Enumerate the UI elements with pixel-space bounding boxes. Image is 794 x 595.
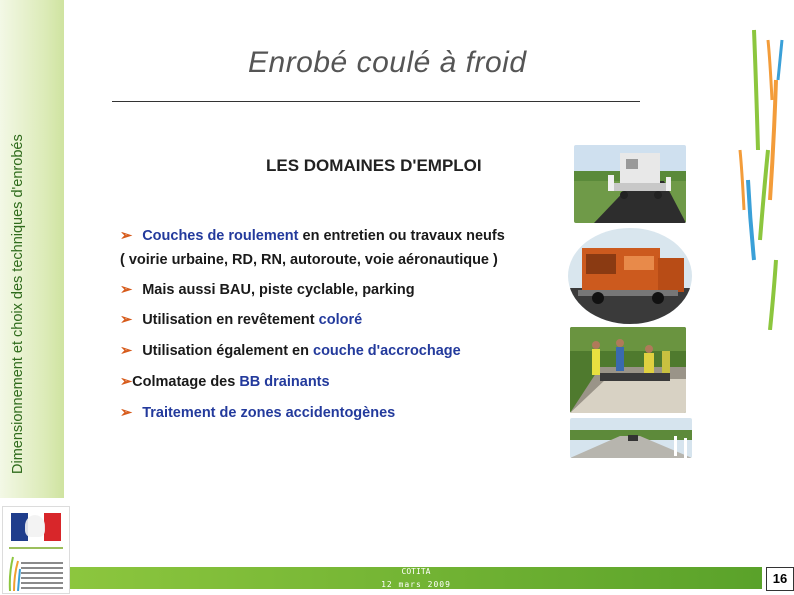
page-number: 16: [766, 567, 794, 591]
bullet-lead: Utilisation également en: [142, 343, 314, 359]
photo-orange-machine: [568, 228, 692, 324]
photo-workers-paving: [570, 327, 686, 413]
bullet-lead: Utilisation en revêtement: [142, 312, 319, 328]
arrow-bullet-icon: ➢: [120, 405, 133, 421]
arrow-bullet-icon: ➢: [120, 282, 133, 298]
bullet-text: ( voirie urbaine, RD, RN, autoroute, voie aéronautique ): [120, 252, 498, 268]
footer-bar: [70, 567, 762, 589]
photo-paving-machine-road: [574, 145, 686, 223]
bullet-highlight: couche d'accrochage: [313, 343, 461, 359]
decorative-stripes-icon: [734, 0, 794, 330]
bullet-accrochage: [120, 343, 461, 359]
slide-title: Enrobé coulé à froid: [248, 46, 527, 79]
bullet-bb-drainants: [120, 374, 330, 390]
section-heading: LES DOMAINES D'EMPLOI: [266, 156, 482, 175]
leaf-stripes-icon: [7, 555, 21, 591]
bullet-text: Mais aussi BAU, piste cyclable, parking: [142, 282, 415, 298]
footer-date: 12 mars 2009: [381, 580, 451, 589]
sidebar-title: Dimensionnement et choix des techniques d'enrobés: [10, 134, 26, 474]
bullet-highlight: BB drainants: [239, 374, 330, 390]
title-rule: [112, 101, 640, 102]
bullet-text: Traitement de zones accidentogènes: [142, 405, 396, 421]
marianne-icon: [25, 515, 45, 537]
footer-org: COTITA: [401, 567, 431, 576]
bullet-lead: Couches de roulement: [142, 228, 299, 244]
bullet-rest: en entretien ou travaux neufs: [298, 228, 505, 244]
arrow-bullet-icon: ➢: [120, 374, 133, 390]
bullet-voirie: [120, 252, 498, 268]
bullet-colore: [120, 312, 362, 328]
bullet-lead: Colmatage des: [132, 374, 240, 390]
arrow-bullet-icon: ➢: [120, 312, 133, 328]
arrow-bullet-icon: ➢: [120, 343, 133, 359]
bullet-couches-roulement: [120, 228, 505, 244]
bullet-zones-accidentogenes: [120, 405, 395, 421]
sidebar-band: [0, 0, 64, 498]
ministry-logo: [2, 506, 70, 594]
bullet-bau: [120, 282, 415, 298]
arrow-bullet-icon: ➢: [120, 228, 133, 244]
photo-road-with-car: [570, 418, 692, 458]
ministry-text-lines: [21, 559, 63, 592]
bullet-highlight: coloré: [318, 312, 363, 328]
